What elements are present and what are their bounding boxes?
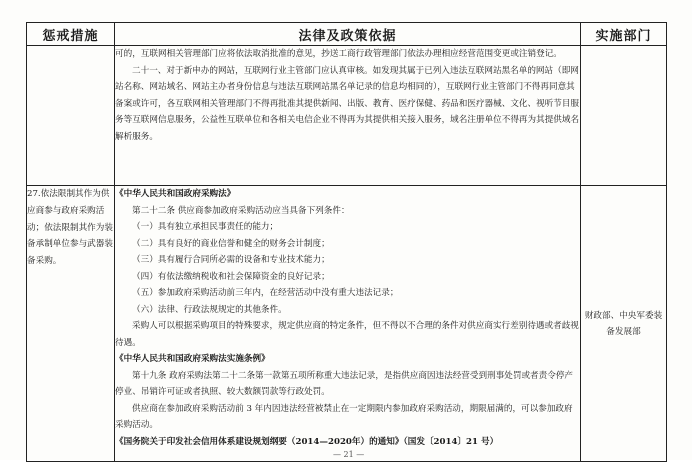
department-27: 财政部、中央军委装备发展部: [581, 186, 667, 462]
law3-title: 《国务院关于印发社会信用体系建设规划纲要（2014—2020年）的通知》（国发〔2014〕21 号）: [115, 436, 499, 447]
continued-department-cell: [581, 46, 667, 186]
continued-line-2: 二十一、对于新申办的网站，互联网行业主管部门应认真审核。如发现其属于已列入违法互联网站黑名单的网站（即网站名称、网站域名、网站主办者身份信息与违法互联网站黑名单记录的信息均相同的），互联网行业主管部门不得再同意其备案或许可，各互联网相关管理部门不得再批准其提供新闻、出版、教育、医疗保健、药品和医疗器械、文化、视听节目服务等互联网信息服务，公益性互联单位和各相关电信企业不得再为其提供相关接入服务，域名注册单位不得再为其提供域名解析服务。: [115, 65, 580, 142]
law1-item-6: （六）法律、行政法规规定的其他条件。: [132, 304, 287, 315]
row-27: [27, 186, 667, 462]
law2-title: 《中华人民共和国政府采购法实施条例》: [115, 354, 270, 364]
law2-article: 第十九条 政府采购法第二十二条第一款第五项所称重大违法记录，是指供应商因违法经营受到刑事处罚或者责令停产停业、吊销许可证或者执照、较大数额罚款等行政处罚。: [115, 370, 574, 397]
law2-extra: 供应商在参加政府采购活动前 3 年内因违法经营被禁止在一定期限内参加政府采购活动，期限届满的，可以参加政府采购活动。: [115, 403, 573, 430]
law1-extra: 采购人可以根据采购项目的特殊要求，规定供应商的特定条件，但不得以不合理的条件对供应商实行差别待遇或者歧视待遇。: [115, 321, 579, 348]
law1-item-3: （三）具有履行合同所必需的设备和专业技术能力；: [132, 255, 330, 265]
continued-line-1: 可的，互联网相关管理部门应将依法取消批准的意见，抄送工商行政管理部门依法办理相应经营范围变更或注销登记。: [115, 49, 562, 59]
header-department: 实施部门: [581, 23, 667, 46]
law1-title: 《中华人民共和国政府采购法》: [115, 189, 236, 199]
law1-article: 第二十二条 供应商参加政府采购活动应当具备下列条件：: [132, 205, 350, 216]
law1-item-1: （一）具有独立承担民事责任的能力；: [132, 222, 279, 232]
continued-basis-cell: [115, 46, 581, 186]
basis-27: [115, 186, 581, 462]
policy-table: [26, 22, 667, 462]
measure-27: 27.依法限制其作为供应商参与政府采购活动；依法限制其作为装备承制单位参与武器装备采购。: [27, 186, 115, 462]
header-measure: 惩戒措施: [27, 23, 115, 46]
page-number: — 21 —: [333, 450, 365, 459]
continued-measure-cell: [27, 46, 115, 186]
law1-item-5: （五）参加政府采购活动前三年内，在经营活动中没有重大违法记录；: [132, 288, 399, 298]
law1-item-4: （四）有依法缴纳税收和社会保障资金的良好记录；: [132, 271, 330, 282]
header-row: [27, 23, 667, 46]
continued-row: [27, 46, 667, 186]
law1-item-2: （二）具有良好的商业信誉和健全的财务会计制度；: [132, 238, 330, 249]
header-basis: 法律及政策依据: [115, 23, 581, 46]
